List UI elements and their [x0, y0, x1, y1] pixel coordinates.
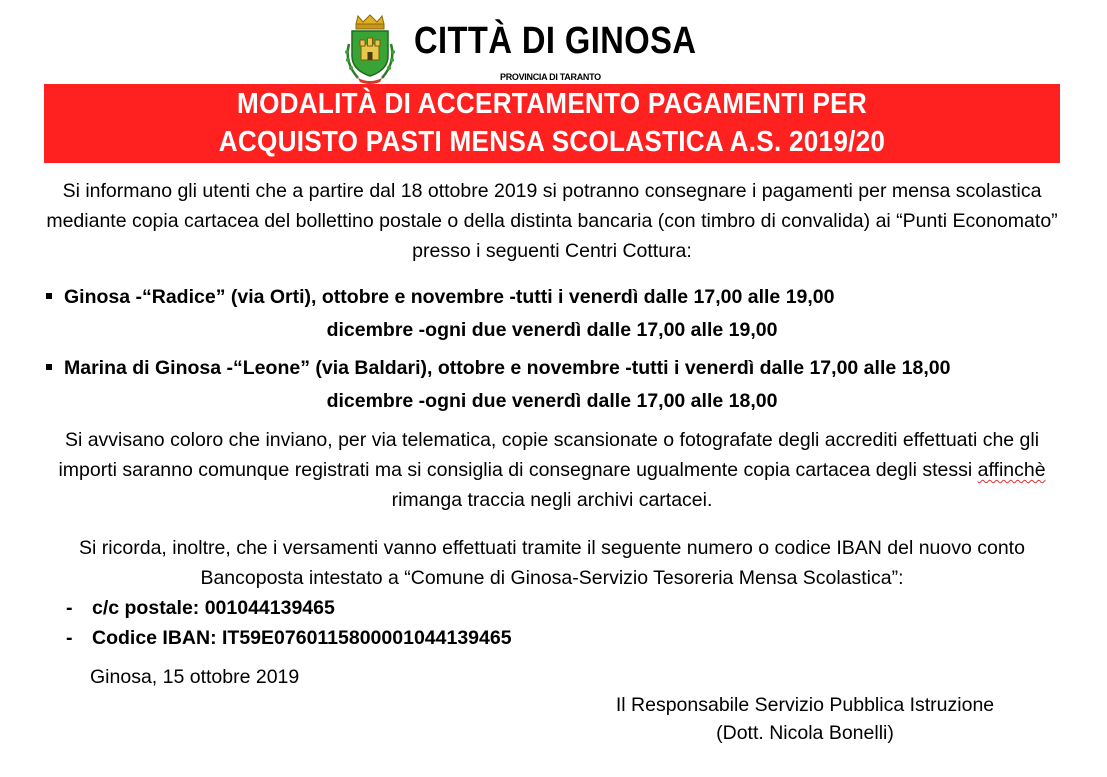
postal-account-text: c/c postale: 001044139465	[92, 597, 335, 619]
intro-paragraph: Si informano gli utenti che a partire dal 18 ottobre 2019 si potranno consegnare i pagamenti per mensa scolastica mediante copia cartacea del bollettino postale o della distinta bancaria (con timbro di convalida) ai “Punti Economato” presso i seguenti Centri Cottura:	[46, 180, 1058, 262]
province-label: PROVINCIA DI TARANTO	[500, 72, 601, 82]
dash-bullet: -	[66, 627, 73, 649]
square-bullet-icon	[46, 293, 52, 299]
iban-item	[66, 623, 512, 653]
schedule-item-ginosa	[40, 281, 1070, 347]
notice-paragraph: Si avvisano coloro che inviano, per via telematica, copie scansionate o fotografate degli accrediti effettuati che gli importi saranno comunque registrati ma si consiglia di consegnare ugualmente copia cartacea degli stessi affinchè rimanga traccia negli archivi cartacei.	[58, 429, 1046, 511]
reminder-paragraph: Si ricorda, inoltre, che i versamenti vanno effettuati tramite il seguente numero o codice IBAN del nuovo conto Bancoposta intestato a “Comune di Ginosa-Servizio Tesoreria Mensa Scolastica”:	[79, 537, 1025, 589]
signature-name: (Dott. Nicola Bonelli)	[716, 722, 894, 744]
title-banner	[44, 84, 1060, 163]
spellcheck-flagged-word: affinchè	[977, 459, 1046, 481]
schedule-line: Ginosa -“Radice” (via Orti), ottobre e novembre -tutti i venerdì dalle 17,00 alle 19,00	[64, 286, 835, 308]
postal-account-item	[66, 593, 335, 623]
schedule-december-line: dicembre -ogni due venerdì dalle 17,00 alle 19,00	[326, 319, 778, 341]
signature-role: Il Responsabile Servizio Pubblica Istruzione	[615, 694, 995, 716]
square-bullet-icon	[46, 364, 52, 370]
banner-title-line-2: ACQUISTO PASTI MENSA SCOLASTICA A.S. 2019/20	[218, 126, 886, 158]
date-line: Ginosa, 15 ottobre 2019	[90, 666, 300, 688]
city-title: CITTÀ DI GINOSA	[414, 20, 697, 62]
banner-title-line-1: MODALITÀ DI ACCERTAMENTO PAGAMENTI PER	[237, 88, 867, 120]
dash-bullet: -	[66, 597, 73, 619]
iban-text: Codice IBAN: IT59E0760115800001044139465	[92, 627, 512, 649]
schedule-line: Marina di Ginosa -“Leone” (via Baldari), ottobre e novembre -tutti i venerdì dalle 17,00 alle 18,00	[64, 357, 951, 379]
schedule-item-marina	[40, 352, 1070, 418]
city-crest-icon	[340, 14, 400, 86]
schedule-december-line: dicembre -ogni due venerdì dalle 17,00 alle 18,00	[326, 390, 778, 412]
